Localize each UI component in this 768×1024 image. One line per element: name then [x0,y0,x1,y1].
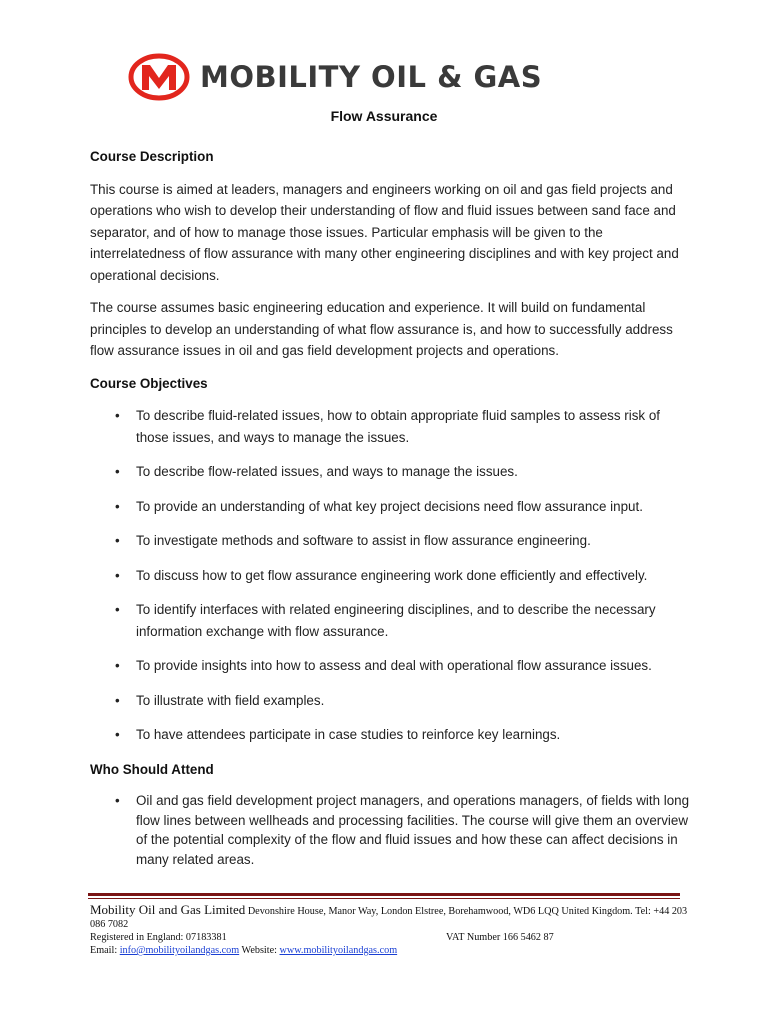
attend-list [90,791,690,869]
company-logo [128,52,542,102]
footer-line-registration [90,931,690,944]
section-heading-objectives: Course Objectives [90,375,208,391]
registration-number: Registered in England: 07183381 [90,932,227,943]
document-body [90,146,690,882]
company-tel: Tel: +44 203 086 7082 [90,906,688,930]
list-item: • To identify interfaces with related engineering disciplines, and to describe the necessary information exchange with flow assurance. [90,599,690,642]
list-item: • To provide an understanding of what key project decisions need flow assurance input. [90,496,690,518]
bullet-icon: • [115,464,120,479]
description-paragraph: The course assumes basic engineering education and experience. It will build on fundamental principles to develop an understanding of what flow assurance is, and how to successfully address flow assurance issues in oil and gas field development projects and operations. [90,300,673,358]
section-heading-description: Course Description [90,149,214,164]
bullet-icon: • [115,658,120,673]
email-label: Email: [90,945,118,956]
logo-text: MOBILITY OIL & GAS [200,60,543,94]
bullet-icon: • [115,602,120,617]
description-paragraph: This course is aimed at leaders, managers and engineers working on oil and gas field projects and operations who wish to develop their understanding of flow and fluid issues between sand face and separator, and of how to manage those issues. Particular emphasis will be given to the interrelatedness of flow assurance with many other engineering disciplines and with key project and operational decisions. [90,181,679,283]
list-item: • To investigate methods and software to assist in flow assurance engineering. [90,530,690,552]
list-item: • To provide insights into how to assess and deal with operational flow assurance issues. [90,655,690,677]
bullet-icon: • [115,793,120,808]
footer [90,903,690,957]
footer-divider [88,893,680,896]
company-address: Devonshire House, Manor Way, London Elstree, Borehamwood, WD6 LQQ United Kingdom. [247,906,633,917]
list-item: • To discuss how to get flow assurance engineering work done efficiently and effectively. [90,565,690,587]
website-label: Website: [241,945,277,956]
bullet-icon: • [115,727,120,742]
bullet-icon: • [115,408,120,423]
footer-line-contact [90,944,690,957]
bullet-icon: • [115,498,120,514]
footer-line-company [90,903,690,931]
section-heading-attend: Who Should Attend [90,761,214,777]
footer-divider-thin [88,898,680,899]
bullet-icon: • [115,533,120,548]
bullet-icon: • [115,692,120,708]
bullet-icon: • [115,567,120,583]
logo-m-icon [128,52,190,102]
list-item: • To illustrate with field examples. [90,690,690,712]
website-link[interactable]: www.mobilityoilandgas.com [279,945,398,956]
vat-number: VAT Number 166 5462 87 [446,932,554,943]
company-name: Mobility Oil and Gas Limited [90,902,246,917]
list-item: • To describe flow-related issues, and ways to manage the issues. [90,461,690,483]
list-item: • To have attendees participate in case studies to reinforce key learnings. [90,724,690,746]
email-link[interactable]: info@mobilityoilandgas.com [119,945,240,956]
objectives-list [90,405,690,746]
list-item: • Oil and gas field development project managers, and operations managers, of fields with long flow lines between wellheads and processing facilities. The course will give them an overview of the potential complexity of the flow and fluid issues and how these can affect decisions in many related areas. [115,793,690,867]
list-item: • To describe fluid-related issues, how to obtain appropriate fluid samples to assess risk of those issues, and ways to manage the issues. [90,405,690,448]
page-title: Flow Assurance [330,108,438,124]
